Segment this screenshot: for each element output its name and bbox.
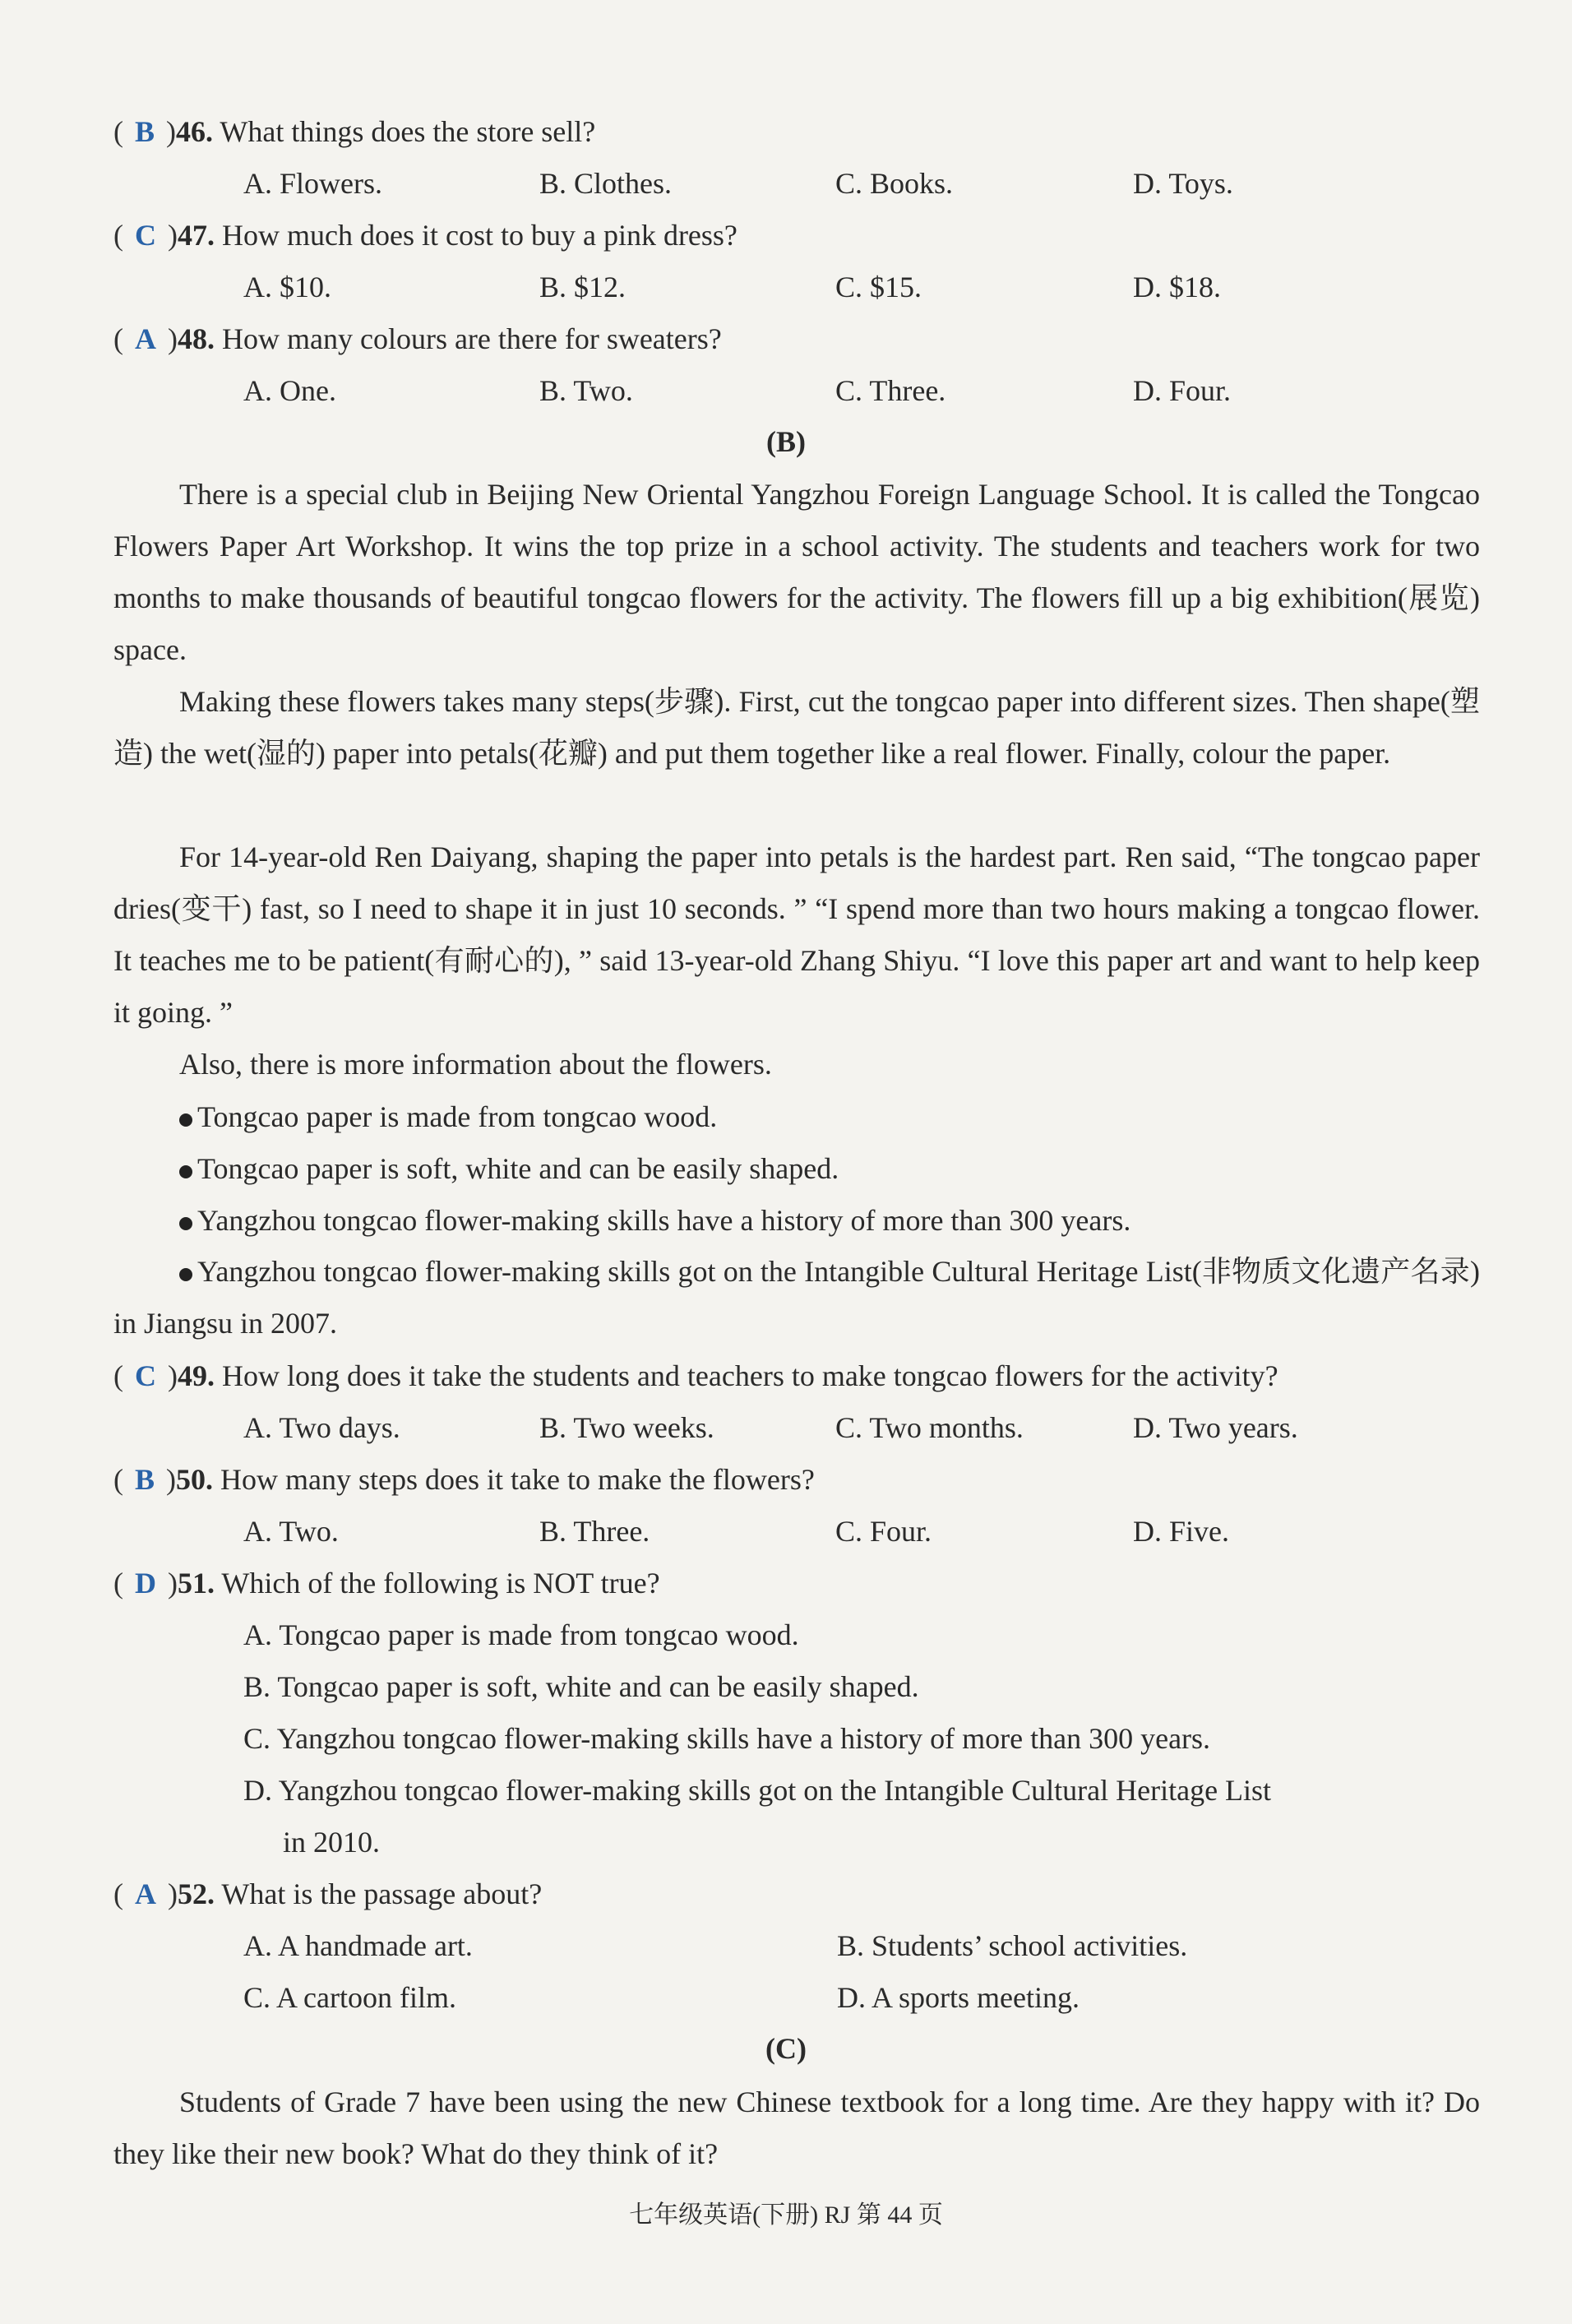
page-footer: 七年级英语(下册) RJ 第 44 页 [629, 2201, 943, 2229]
question-number: 47. [178, 219, 215, 252]
option-c: C. Four. [835, 1515, 932, 1548]
section-heading-b: (B) [766, 425, 806, 458]
question-48: ( A )48. How many colours are there for sweaters? [113, 322, 722, 355]
question-number: 49. [178, 1359, 215, 1392]
question-text: What is the passage about? [221, 1877, 543, 1910]
question-text: How much does it cost to buy a pink dress? [222, 219, 737, 252]
option-b: B. $12. [539, 271, 626, 303]
passage-b-paragraph-4: Also, there is more information about the flowers. [179, 1048, 772, 1081]
option-d: D. $18. [1133, 271, 1221, 303]
option-b: B. Two. [539, 374, 633, 407]
question-text: What things does the store sell? [220, 115, 596, 148]
question-52: ( A )52. What is the passage about? [113, 1877, 543, 1910]
option-a: A. Flowers. [243, 167, 382, 200]
option-c: C. $15. [835, 271, 922, 303]
question-number: 52. [178, 1877, 215, 1910]
question-47: ( C )47. How much does it cost to buy a pink dress? [113, 219, 737, 252]
answer-47: C [135, 219, 156, 252]
options-49 [243, 1410, 1493, 1446]
option-d: D. A sports meeting. [837, 1981, 1080, 2014]
option-a: A. Tongcao paper is made from tongcao wood. [243, 1618, 799, 1651]
passage-b-paragraph-2: Making these flowers takes many steps(步骤). First, cut the tongcao paper into different sizes. Then shape(塑造) the wet(湿的) paper into petals(花瓣) and put them together like a real flower. Finally, colour the paper. [113, 685, 1480, 770]
passage-b-paragraph-3: For 14-year-old Ren Daiyang, shaping the paper into petals is the hardest part. Ren said, “The tongcao paper dries(变干) fast, so I need to shape it in just 10 seconds. ” “I spend more than two hours making a tongcao flower. It teaches me to be patient(有耐心的), ” said 13-year-old Zhang Shiyu. “I love this paper art and want to help keep it going. ” [113, 840, 1480, 1029]
answer-46: B [135, 115, 155, 148]
option-c: C. Books. [835, 167, 954, 200]
options-48 [243, 373, 1493, 409]
option-b: B. Three. [539, 1515, 650, 1548]
question-number: 46. [176, 115, 214, 148]
question-text: How long does it take the students and teachers to make tongcao flowers for the activity? [222, 1359, 1278, 1392]
options-46 [243, 165, 1493, 201]
option-c: C. Yangzhou tongcao flower-making skills have a history of more than 300 years. [243, 1722, 1211, 1755]
question-51: ( D )51. Which of the following is NOT true? [113, 1567, 660, 1599]
option-d: D. Two years. [1133, 1411, 1298, 1444]
options-50 [243, 1513, 1493, 1549]
question-50: ( B )50. How many steps does it take to make the flowers? [113, 1463, 815, 1496]
passage-c-paragraph-1: Students of Grade 7 have been using the new Chinese textbook for a long time. Are they happy with it? Do they like their new book? What do they think of it? [113, 2086, 1480, 2170]
question-49: ( C )49. How long does it take the students and teachers to make tongcao flowers for the activity? [113, 1359, 1278, 1392]
bullet-dot-icon [179, 1217, 192, 1230]
option-a: A. A handmade art. [243, 1929, 473, 1962]
option-a: A. $10. [243, 271, 331, 303]
option-d: D. Yangzhou tongcao flower-making skills got on the Intangible Cultural Heritage List [243, 1774, 1272, 1807]
option-b: B. Two weeks. [539, 1411, 714, 1444]
question-number: 48. [178, 322, 215, 355]
option-a: A. Two days. [243, 1411, 400, 1444]
question-number: 50. [176, 1463, 214, 1496]
passage-b-paragraph-1: There is a special club in Beijing New Oriental Yangzhou Foreign Language School. It is called the Tongcao Flowers Paper Art Workshop. It wins the top prize in a school activity. The students and teachers work for two months to make thousands of beautiful tongcao flowers for the activity. The flowers fill up a big exhibition(展览) space. [113, 478, 1480, 666]
option-b: B. Students’ school activities. [837, 1929, 1188, 1962]
bullet-item-wrapped: Yangzhou tongcao flower-making skills got on the Intangible Cultural Heritage List(非物质文化遗产名录) in Jiangsu in 2007. [113, 1255, 1480, 1340]
answer-49: C [135, 1359, 156, 1392]
option-b: B. Tongcao paper is soft, white and can be easily shaped. [243, 1670, 919, 1703]
section-heading-c: (C) [765, 2032, 807, 2065]
option-c: C. Three. [835, 374, 946, 407]
option-a: A. Two. [243, 1515, 339, 1548]
question-text: Which of the following is NOT true? [221, 1567, 660, 1599]
bullet-dot-icon [179, 1165, 192, 1178]
bullet-item: Tongcao paper is made from tongcao wood. [179, 1099, 717, 1135]
option-d: D. Five. [1133, 1515, 1229, 1548]
options-47 [243, 269, 1493, 305]
options-52-row-2 [243, 1979, 1493, 2016]
question-text: How many steps does it take to make the flowers? [220, 1463, 815, 1496]
option-d: D. Four. [1133, 374, 1232, 407]
options-52-row-1 [243, 1928, 1493, 1964]
option-d-continued: in 2010. [283, 1826, 381, 1859]
bullet-item: Tongcao paper is soft, white and can be easily shaped. [179, 1150, 839, 1187]
answer-51: D [135, 1567, 156, 1599]
bullet-dot-icon [179, 1268, 192, 1281]
option-c: C. Two months. [835, 1411, 1024, 1444]
question-text: How many colours are there for sweaters? [222, 322, 722, 355]
answer-48: A [135, 322, 156, 355]
option-c: C. A cartoon film. [243, 1981, 456, 2014]
answer-50: B [135, 1463, 155, 1496]
bullet-dot-icon [179, 1113, 192, 1127]
option-a: A. One. [243, 374, 336, 407]
question-number: 51. [178, 1567, 215, 1599]
option-b: B. Clothes. [539, 167, 673, 200]
question-46: ( B )46. What things does the store sell? [113, 115, 596, 148]
option-d: D. Toys. [1133, 167, 1233, 200]
bullet-item: Yangzhou tongcao flower-making skills have a history of more than 300 years. [179, 1202, 1130, 1238]
answer-52: A [135, 1877, 156, 1910]
